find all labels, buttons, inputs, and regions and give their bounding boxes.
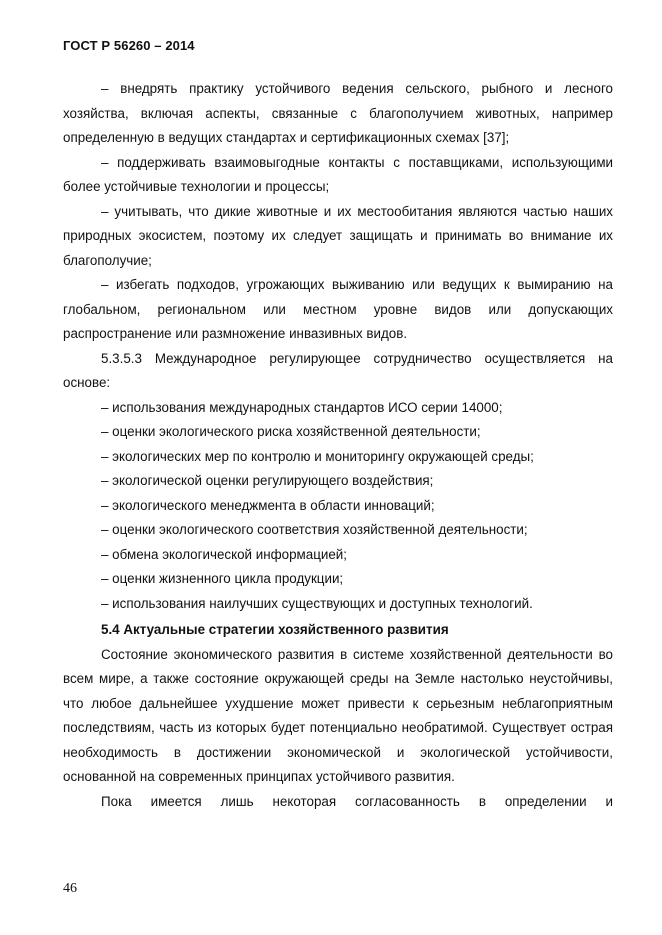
list-item: – экологической оценки регулирующего воздействия; (101, 473, 434, 488)
list-item: – оценки экологического риска хозяйственной деятельности; (101, 424, 481, 439)
list-item: – оценки жизненного цикла продукции; (101, 571, 344, 586)
section-paragraph-agreement: Пока имеется лишь некоторая согласованность в определении и (101, 793, 613, 809)
list-item: – использования международных стандартов ИСО серии 14000; (101, 399, 503, 415)
list-item: – экологического менеджмента в области инноваций; (101, 497, 435, 513)
list-item: – обмена экологической информацией; (101, 546, 347, 562)
paragraph-sustainable-agriculture: – внедрять практику устойчивого ведения сельского, рыбного и лесного хозяйства, включая аспекты, связанные с благополучием животных, например определенную в ведущих стандартах и сертификационных схемах [37]; (63, 81, 613, 145)
paragraph-wild-animals: – учитывать, что дикие животные и их местообитания являются частью наших природных экосистем, поэтому их следует защищать и принимать во внимание их благополучие; (63, 203, 613, 268)
paragraph-supplier-contacts: – поддерживать взаимовыгодные контакты с поставщиками, использующими более устойчивые технологии и процессы; (63, 154, 613, 194)
clause-5-3-5-3: 5.3.5.3 Международное регулирующее сотрудничество осуществляется на основе: (63, 350, 613, 390)
paragraph-avoid-extinction: – избегать подходов, угрожающих выживанию или ведущих к вымиранию на глобальном, региональном или местном уровне видов или допускающих распространение или размножение инвазивных видов. (63, 277, 613, 341)
section-paragraph-state: Состояние экономического развития в системе хозяйственной деятельности во всем мире, а также состояние окружающей среды на Земле настолько неустойчивы, что любое дальнейшее ухудшение может привести к серьезным неблагоприятным последствиям, часть из которых будет потенциально необратимой. Существует острая необходимость в достижении экономической и экологической устойчивости, основанной на современных принципах устойчивого развития. (63, 646, 613, 784)
list-item: – использования наилучших существующих и доступных технологий. (101, 595, 533, 611)
page-body (63, 77, 613, 814)
section-heading-5-4: 5.4 Актуальные стратегии хозяйственного развития (101, 622, 449, 637)
list-item: – оценки экологического соответствия хозяйственной деятельности; (101, 522, 528, 537)
list-item: – экологических мер по контролю и мониторингу окружающей среды; (101, 448, 534, 464)
page-number: 46 (63, 881, 77, 896)
document-header: ГОСТ Р 56260 – 2014 (63, 38, 195, 53)
